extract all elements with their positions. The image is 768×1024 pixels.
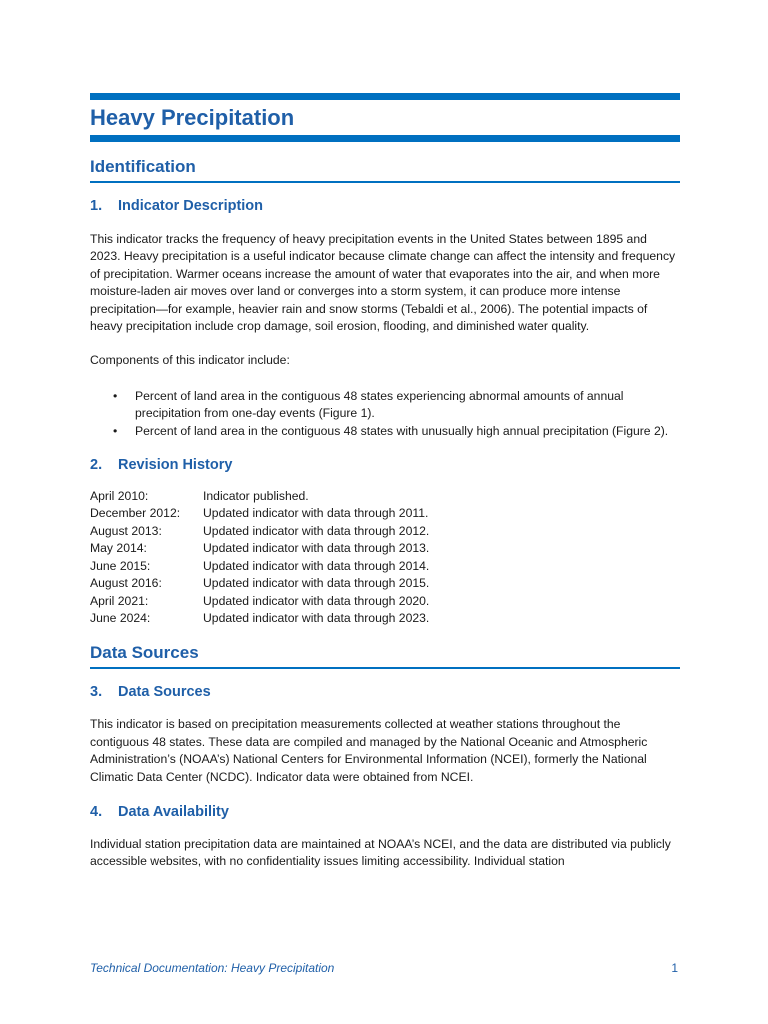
table-row [90,575,680,592]
revision-text: Updated indicator with data through 2014. [203,558,430,573]
list-item [90,388,680,423]
revision-date: August 2016: [90,576,162,591]
data-availability-paragraph: Individual station precipitation data are maintained at NOAA’s NCEI, and the data are distributed via publicly accessible websites, with no confidentiality issues limiting accessibility. Individual station [90,836,671,869]
bullet-marker: • [113,423,118,438]
subheading-label: Data Availability [118,803,229,820]
components-intro: Components of this indicator include: [90,353,290,368]
section-heading-data-sources: Data Sources [90,642,680,669]
subheading-data-sources [90,682,680,702]
components-list [90,388,680,440]
page-number: 1 [671,961,678,975]
document-page [90,0,680,871]
table-row [90,558,680,575]
revision-text: Updated indicator with data through 2013. [203,541,430,556]
title-rule-top [90,93,680,100]
subheading-revision-history [90,455,680,475]
revision-text: Updated indicator with data through 2012. [203,523,430,538]
table-row [90,540,680,557]
revision-text: Updated indicator with data through 2023. [203,610,430,625]
document-title: Heavy Precipitation [90,105,295,130]
list-item [90,423,680,440]
table-row [90,523,680,540]
subheading-label: Revision History [118,457,233,474]
page-footer [90,961,678,975]
revision-text: Updated indicator with data through 2011. [203,506,429,521]
revision-date: April 2021: [90,593,149,608]
subheading-number: 2. [90,457,103,474]
revision-text: Indicator published. [203,489,309,504]
title-rule-bottom [90,135,680,142]
table-row [90,610,680,627]
revision-date: May 2014: [90,541,147,556]
subheading-number: 3. [90,684,103,701]
bullet-marker: • [113,388,118,403]
table-row [90,505,680,522]
subheading-data-availability [90,802,680,822]
subheading-indicator-description [90,196,680,216]
revision-text: Updated indicator with data through 2020. [203,593,430,608]
revision-date: June 2024: [90,610,151,625]
revision-date: August 2013: [90,523,162,538]
footer-title: Technical Documentation: Heavy Precipitation [90,961,335,975]
list-item-text: Percent of land area in the contiguous 48 states with unusually high annual precipitation (Figure 2). [135,423,669,438]
table-row [90,593,680,610]
subheading-number: 4. [90,803,103,820]
revision-history-table [90,488,680,627]
subheading-number: 1. [90,198,103,214]
list-item-text: Percent of land area in the contiguous 48 states experiencing abnormal amounts of annual precipitation from one-day events (Figure 1). [135,388,624,421]
revision-date: December 2012: [90,506,181,521]
subheading-label: Data Sources [118,684,211,701]
revision-text: Updated indicator with data through 2015. [203,576,430,591]
section-heading-identification: Identification [90,156,680,183]
data-sources-paragraph: This indicator is based on precipitation measurements collected at weather stations throughout the contiguous 48 states. These data are compiled and managed by the National Oceanic and Atmospheric Administration’s (NOAA’s) National Centers for Environmental Information (NCEI), formerly the National Climatic Data Center (NCDC). Indicator data were obtained from NCEI. [90,717,648,784]
revision-date: April 2010: [90,489,149,504]
revision-date: June 2015: [90,558,151,573]
subheading-label: Indicator Description [118,198,264,214]
table-row [90,488,680,505]
indicator-description-paragraph: This indicator tracks the frequency of heavy precipitation events in the United States between 1895 and 2023. Heavy precipitation is a useful indicator because climate change can affect the intensity and frequency of precipitation. Warmer oceans increase the amount of water that evaporates into the air, and when more moisture-laden air moves over land or converges into a storm system, it can produce more intense precipitation—for example, heavier rain and snow storms (Tebaldi et al., 2006). The potential impacts of heavy precipitation include crop damage, soil erosion, flooding, and diminished water quality. [90,232,676,334]
